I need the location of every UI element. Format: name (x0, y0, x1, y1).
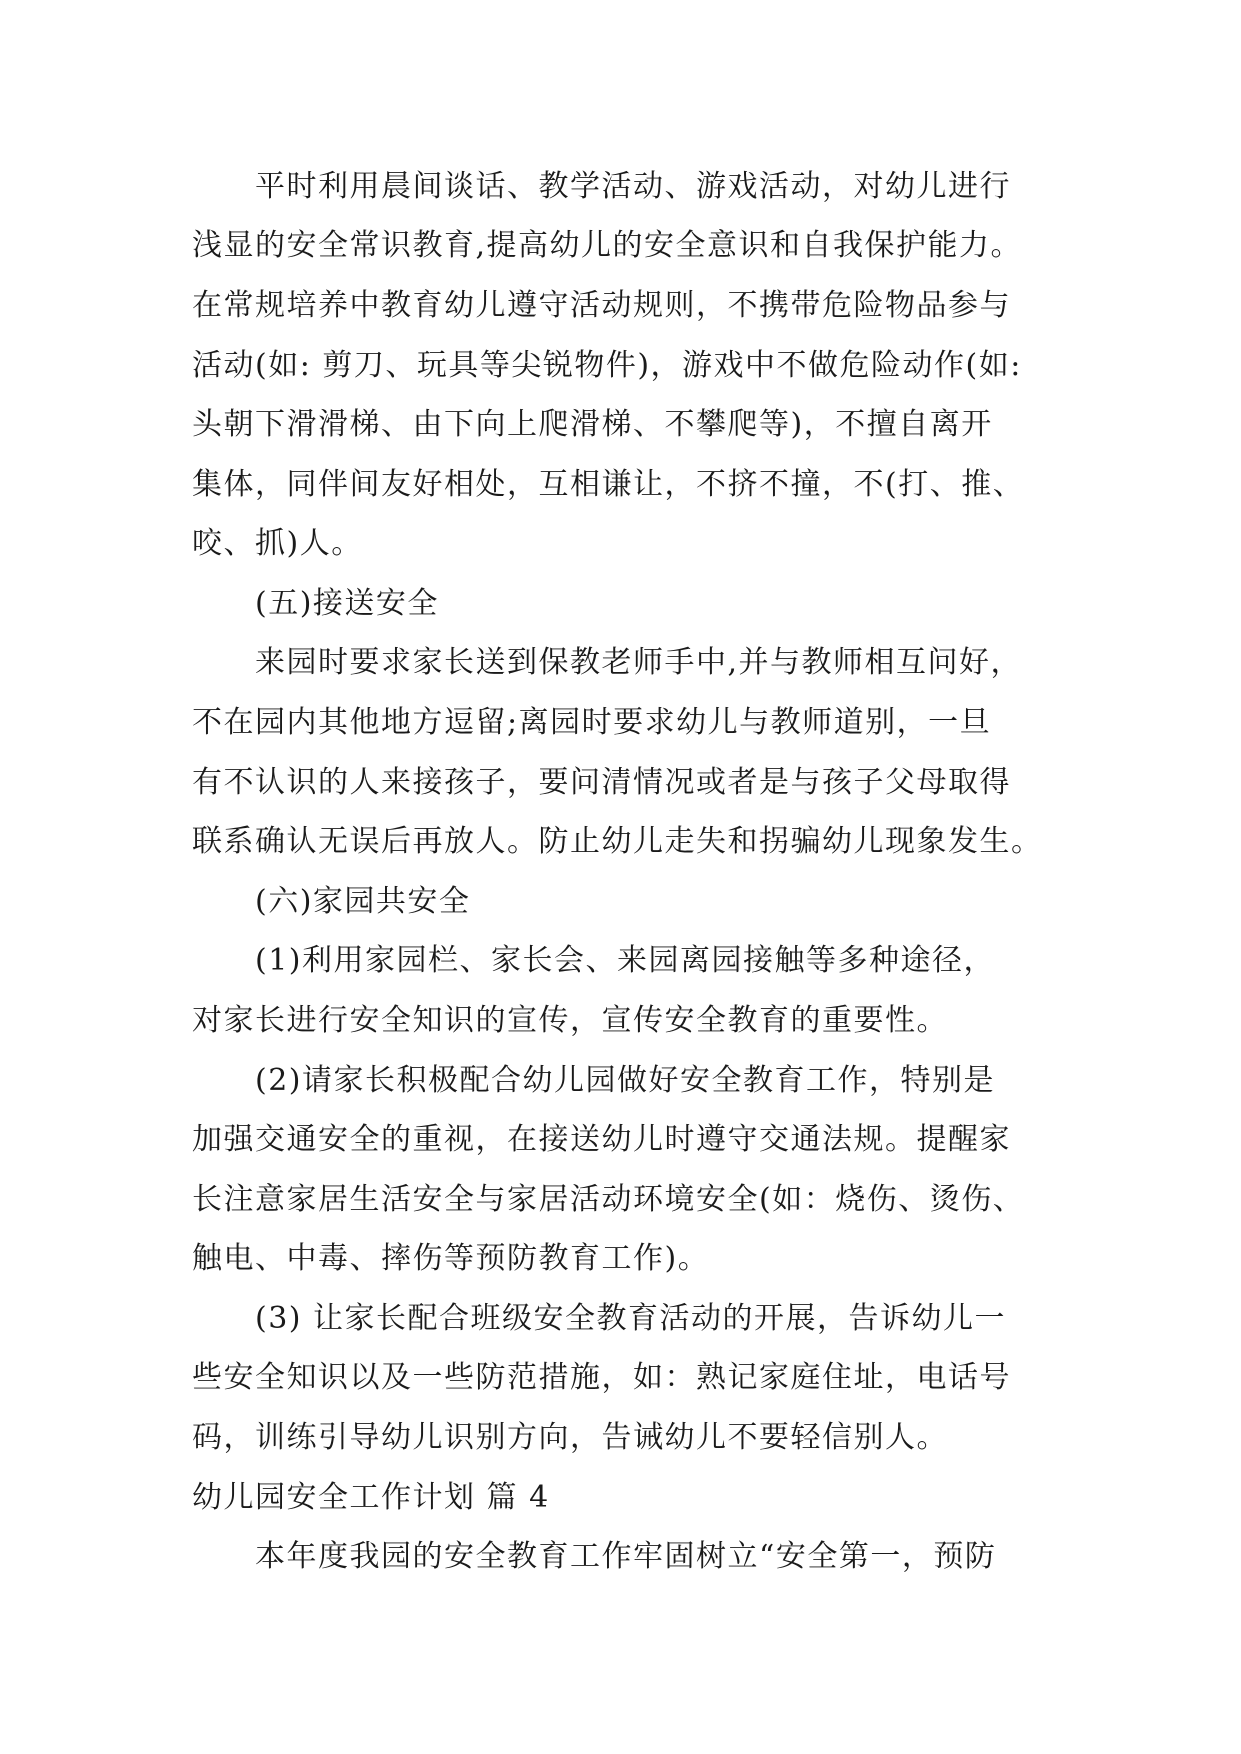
section-heading: (六)家园共安全 (255, 884, 471, 919)
paragraph-line: 平时利用晨间谈话、教学活动、游戏活动，对幼儿进行 (255, 169, 1011, 204)
document-title: 幼儿园安全工作计划 篇 4 (192, 1480, 550, 1515)
paragraph-line: 码，训练引导幼儿识别方向，告诫幼儿不要轻信别人。 (192, 1420, 948, 1455)
paragraph-line: 长注意家居生活安全与家居活动环境安全(如：烧伤、烫伤、 (192, 1182, 1025, 1217)
paragraph-line: 在常规培养中教育幼儿遵守活动规则，不携带危险物品参与 (192, 288, 1011, 323)
paragraph-line: 加强交通安全的重视，在接送幼儿时遵守交通法规。提醒家 (192, 1122, 1011, 1157)
paragraph-line: 来园时要求家长送到保教老师手中,并与教师相互问好， (255, 645, 1023, 680)
paragraph-line: 浅显的安全常识教育,提高幼儿的安全意识和自我保护能力。 (192, 228, 1023, 263)
paragraph-line: 些安全知识以及一些防范措施，如：熟记家庭住址，电话号 (192, 1360, 1011, 1395)
paragraph-line: (2)请家长积极配合幼儿园做好安全教育工作，特别是 (255, 1063, 995, 1098)
paragraph-line: 联系确认无误后再放人。防止幼儿走失和拐骗幼儿现象发生。 (192, 824, 1043, 859)
paragraph-line: (1)利用家园栏、家长会、来园离园接触等多种途径， (255, 943, 995, 978)
paragraph-line: 活动(如: 剪刀、玩具等尖锐物件)，游戏中不做危险动作(如: (192, 348, 1022, 383)
paragraph-line: 不在园内其他地方逗留;离园时要求幼儿与教师道别，一旦 (192, 705, 992, 740)
section-heading: (五)接送安全 (255, 586, 439, 621)
paragraph-line: 集体，同伴间友好相处，互相谦让，不挤不撞，不(打、推、 (192, 467, 1025, 502)
paragraph-line: 触电、中毒、摔伤等预防教育工作)。 (192, 1241, 710, 1276)
paragraph-line: 头朝下滑滑梯、由下向上爬滑梯、不攀爬等)，不擅自离开 (192, 407, 993, 442)
paragraph-line: 有不认识的人来接孩子，要问清情况或者是与孩子父母取得 (192, 765, 1011, 800)
paragraph-line: 本年度我园的安全教育工作牢固树立“安全第一，预防 (255, 1539, 997, 1574)
paragraph-line: 对家长进行安全知识的宣传，宣传安全教育的重要性。 (192, 1003, 948, 1038)
paragraph-line: (3) 让家长配合班级安全教育活动的开展，告诉幼儿一 (255, 1301, 1007, 1336)
paragraph-line: 咬、抓)人。 (192, 526, 363, 561)
